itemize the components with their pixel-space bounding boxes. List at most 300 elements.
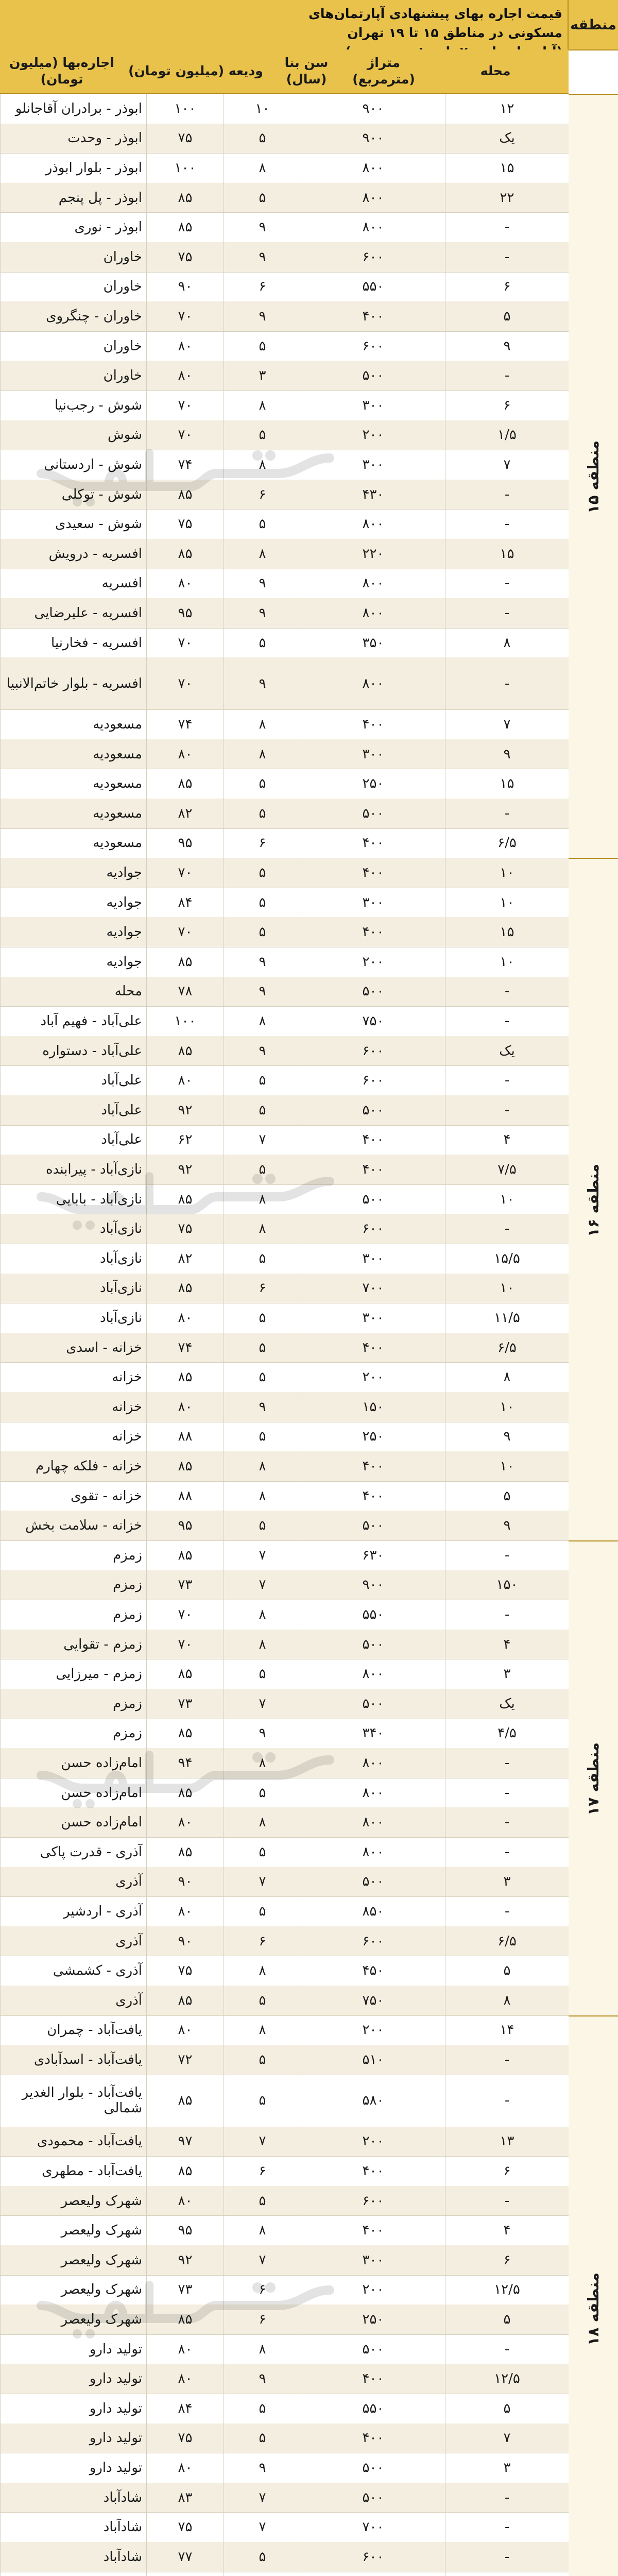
age-cell: ۹: [224, 212, 301, 242]
table-row: [0, 480, 569, 510]
deposit-cell: ۸۰۰: [301, 153, 445, 183]
deposit-cell: ۸۰۰: [301, 1748, 445, 1778]
location-cell: آذری: [0, 1986, 146, 2015]
table-row: [0, 1540, 569, 1571]
age-cell: ۹: [224, 301, 301, 331]
age-cell: ۵: [224, 1065, 301, 1095]
deposit-cell: ۸۰۰: [301, 1807, 445, 1837]
deposit-cell: [301, 2572, 445, 2576]
rent-cell: ۱۵: [445, 153, 569, 183]
table-row: [0, 1748, 569, 1778]
age-cell: ۵: [224, 1986, 301, 2015]
location-cell: خاوران - چنگروی: [0, 301, 146, 331]
deposit-cell: ۸۰۰: [301, 509, 445, 539]
area-cell: ۸۵: [146, 1986, 224, 2015]
deposit-cell: ۶۰۰: [301, 1926, 445, 1956]
location-cell: شوش - سعیدی: [0, 509, 146, 539]
location-cell: یافت‌آباد - محمودی: [0, 2127, 146, 2157]
area-cell: ۷۳: [146, 2275, 224, 2305]
deposit-cell: ۸۰۰: [301, 183, 445, 213]
age-cell: ۸: [224, 739, 301, 769]
page-title: قیمت اجاره بهای پیشنهادی آپارتمان‌های مسکونی در مناطق ۱۵ تا ۱۹ تهران: [308, 6, 562, 40]
deposit-cell: ۵۰۰: [301, 1867, 445, 1897]
area-cell: ۸۵: [146, 212, 224, 242]
deposit-cell: ۷۰۰: [301, 2512, 445, 2542]
rent-cell: ۱۰: [445, 858, 569, 888]
area-cell: ۸۰: [146, 1065, 224, 1095]
location-cell: ابوذر - پل پنجم: [0, 183, 146, 213]
table-row: [0, 301, 569, 332]
area-cell: ۷۴: [146, 1333, 224, 1363]
age-cell: ۷: [224, 2483, 301, 2513]
rent-cell: -: [445, 242, 569, 272]
area-cell: ۹۵: [146, 2215, 224, 2245]
area-cell: ۱۰۰: [146, 1006, 224, 1036]
deposit-cell: ۸۰۰: [301, 1837, 445, 1867]
rent-cell: ۶/۵: [445, 828, 569, 858]
column-header-area: متراژ (مترمربع): [345, 49, 422, 94]
deposit-cell: ۲۵۰: [301, 1422, 445, 1452]
table-row: [0, 628, 569, 658]
deposit-cell: ۸۰۰: [301, 569, 445, 599]
age-cell: ۵: [224, 1095, 301, 1125]
deposit-cell: ۵۰۰: [301, 977, 445, 1007]
rent-cell: ۲۲: [445, 183, 569, 213]
rent-cell: ۱۵: [445, 769, 569, 799]
area-cell: ۷۵: [146, 2424, 224, 2453]
deposit-cell: ۵۰۰: [301, 2453, 445, 2483]
area-cell: ۸۵: [146, 1274, 224, 1303]
rent-cell: [445, 2572, 569, 2576]
area-cell: ۸۰: [146, 2453, 224, 2483]
rent-cell: -: [445, 799, 569, 828]
table-row: [0, 1719, 569, 1749]
region-label: منطقه ۱۶: [584, 1163, 602, 1237]
table-row: [0, 977, 569, 1007]
rent-cell: -: [445, 212, 569, 242]
age-cell: ۷: [224, 1689, 301, 1719]
deposit-cell: ۳۰۰: [301, 391, 445, 420]
rent-cell: -: [445, 569, 569, 599]
deposit-cell: ۸۵۰: [301, 1896, 445, 1926]
rent-cell: ۹: [445, 1511, 569, 1540]
age-cell: ۱۰: [224, 94, 301, 124]
rent-cell: ۷: [445, 450, 569, 480]
location-cell: زمزم: [0, 1540, 146, 1570]
location-cell: مسعودیه: [0, 828, 146, 858]
table-row: [0, 153, 569, 183]
location-cell: شهرک ولیعصر: [0, 2304, 146, 2334]
deposit-cell: ۵۰۰: [301, 1095, 445, 1125]
age-cell: ۵: [224, 2394, 301, 2424]
region-cell: [569, 1540, 618, 2016]
table-row: [0, 2015, 569, 2046]
area-cell: ۸۵: [146, 1451, 224, 1481]
region-label: منطقه ۱۷: [584, 1742, 602, 1816]
rent-cell: ۸: [445, 1986, 569, 2015]
rent-cell: ۱۱/۵: [445, 1303, 569, 1333]
age-cell: ۵: [224, 1244, 301, 1274]
table-row: [0, 1956, 569, 1986]
area-cell: ۸۰: [146, 1896, 224, 1926]
table-row: [0, 1600, 569, 1630]
rent-cell: ۱۲: [445, 94, 569, 124]
area-cell: ۹۴: [146, 1748, 224, 1778]
rent-cell: ۴: [445, 1125, 569, 1155]
age-cell: ۵: [224, 1837, 301, 1867]
age-cell: ۶: [224, 2304, 301, 2334]
rent-cell: ۱۵: [445, 539, 569, 569]
rent-cell: ۶: [445, 272, 569, 302]
location-cell: شوش - رجب‌نیا: [0, 391, 146, 420]
age-cell: ۷: [224, 2512, 301, 2542]
table-row: [0, 1659, 569, 1689]
area-cell: ۸۵: [146, 1837, 224, 1867]
table-row: [0, 2156, 569, 2187]
area-cell: ۸۵: [146, 539, 224, 569]
location-cell: خزانه: [0, 1362, 146, 1392]
location-cell: آذری: [0, 1867, 146, 1897]
area-cell: ۸۸: [146, 1422, 224, 1452]
age-cell: ۸: [224, 1184, 301, 1214]
rent-cell: ۵: [445, 1956, 569, 1986]
age-cell: ۵: [224, 183, 301, 213]
deposit-cell: ۴۰۰: [301, 1125, 445, 1155]
table-row: [0, 769, 569, 799]
age-cell: ۸: [224, 391, 301, 420]
table-row: [0, 1333, 569, 1363]
rent-cell: ۵: [445, 1481, 569, 1511]
table-row: [0, 1244, 569, 1274]
table-row: [0, 1630, 569, 1660]
rent-cell: ۳: [445, 1867, 569, 1897]
table-row: [0, 1155, 569, 1185]
age-cell: ۵: [224, 1422, 301, 1452]
location-cell: خزانه - سلامت بخش: [0, 1511, 146, 1540]
rent-cell: -: [445, 977, 569, 1007]
table-row: [0, 2275, 569, 2306]
table-row: [0, 2334, 569, 2365]
table-row: [0, 1125, 569, 1156]
location-cell: امام‌زاده حسن: [0, 1748, 146, 1778]
area-cell: ۹۲: [146, 2245, 224, 2275]
age-cell: ۵: [224, 1778, 301, 1808]
rent-cell: -: [445, 1807, 569, 1837]
location-cell: خاوران: [0, 361, 146, 391]
deposit-cell: ۷۵۰: [301, 1006, 445, 1036]
location-cell: یافت‌آباد - مطهری: [0, 2156, 146, 2186]
table-row: [0, 739, 569, 770]
age-cell: ۵: [224, 1896, 301, 1926]
deposit-cell: ۵۰۰: [301, 1689, 445, 1719]
location-cell: زمزم: [0, 1600, 146, 1630]
age-cell: ۹: [224, 1719, 301, 1749]
region-cell: [569, 858, 618, 1541]
table-row: [0, 124, 569, 154]
age-cell: ۹: [224, 242, 301, 272]
table-row: [0, 947, 569, 977]
deposit-cell: ۶۰۰: [301, 1036, 445, 1066]
deposit-cell: ۴۰۰: [301, 2364, 445, 2394]
rent-cell: ۱۰: [445, 888, 569, 918]
table-row: [0, 569, 569, 599]
location-cell: افسریه - بلوار خاتم‌الانبیا: [0, 657, 146, 709]
deposit-cell: ۴۵۰: [301, 1956, 445, 1986]
rent-cell: ۹: [445, 739, 569, 769]
age-cell: ۸: [224, 539, 301, 569]
location-cell: جوادیه: [0, 858, 146, 888]
age-cell: ۸: [224, 2015, 301, 2045]
location-cell: خزانه: [0, 1392, 146, 1422]
area-cell: ۹۵: [146, 598, 224, 628]
area-cell: ۷۳: [146, 1570, 224, 1600]
table-header-bar: [0, 0, 618, 50]
deposit-cell: ۴۰۰: [301, 301, 445, 331]
rent-cell: ۳: [445, 2453, 569, 2483]
location-cell: شهرک ولیعصر: [0, 2245, 146, 2275]
location-cell: خزانه: [0, 1422, 146, 1452]
table-row: [0, 272, 569, 302]
deposit-cell: ۳۴۰: [301, 1719, 445, 1749]
area-cell: ۷۰: [146, 301, 224, 331]
age-cell: ۵: [224, 858, 301, 888]
table-row: [0, 2186, 569, 2216]
location-cell: شوش - اردستانی: [0, 450, 146, 480]
area-cell: ۱۰۰: [146, 153, 224, 183]
location-cell: [0, 2572, 146, 2576]
location-cell: شادآباد: [0, 2483, 146, 2513]
location-cell: آذری - کشمشی: [0, 1956, 146, 1986]
deposit-cell: ۴۰۰: [301, 2424, 445, 2453]
area-cell: ۸۵: [146, 2156, 224, 2186]
area-cell: ۷۰: [146, 858, 224, 888]
rent-cell: -: [445, 657, 569, 709]
area-cell: ۸۰: [146, 331, 224, 361]
rent-cell: ۸: [445, 1362, 569, 1392]
table-row: [0, 1184, 569, 1215]
area-cell: ۸۰: [146, 1392, 224, 1422]
location-cell: تولید دارو: [0, 2394, 146, 2424]
age-cell: ۵: [224, 1333, 301, 1363]
rent-cell: ۱۰: [445, 1184, 569, 1214]
area-cell: ۸۲: [146, 1244, 224, 1274]
age-cell: ۷: [224, 1570, 301, 1600]
table-row: [0, 2572, 569, 2576]
location-cell: آذری - اردشیر: [0, 1896, 146, 1926]
deposit-cell: ۵۵۰: [301, 1600, 445, 1630]
area-cell: ۹۲: [146, 1155, 224, 1184]
rent-cell: ۱۵: [445, 917, 569, 947]
deposit-cell: ۴۰۰: [301, 1481, 445, 1511]
deposit-cell: ۴۰۰: [301, 2156, 445, 2186]
age-cell: ۹: [224, 657, 301, 709]
location-cell: یافت‌آباد - چمران: [0, 2015, 146, 2045]
location-cell: علی‌آباد - فهیم آباد: [0, 1006, 146, 1036]
rent-cell: ۳: [445, 1659, 569, 1689]
location-cell: ابوذر - برادران آقاجانلو: [0, 94, 146, 124]
area-cell: ۷۰: [146, 628, 224, 658]
location-cell: تولید دارو: [0, 2424, 146, 2453]
area-cell: ۸۵: [146, 1362, 224, 1392]
table-row: [0, 1926, 569, 1957]
location-cell: جوادیه: [0, 888, 146, 918]
table-row: [0, 1778, 569, 1808]
rent-cell: ۱۰: [445, 1392, 569, 1422]
age-cell: ۵: [224, 2075, 301, 2127]
area-cell: ۹۰: [146, 1926, 224, 1956]
deposit-cell: ۴۰۰: [301, 1451, 445, 1481]
location-cell: زمزم - تقوایی: [0, 1630, 146, 1659]
location-cell: علی‌آباد: [0, 1095, 146, 1125]
age-cell: ۶: [224, 272, 301, 302]
area-cell: ۸۴: [146, 2394, 224, 2424]
rent-cell: -: [445, 2186, 569, 2216]
rent-cell: -: [445, 509, 569, 539]
table-row: [0, 509, 569, 539]
deposit-cell: ۵۰۰: [301, 361, 445, 391]
area-cell: ۸۵: [146, 183, 224, 213]
area-cell: ۸۰: [146, 1303, 224, 1333]
location-cell: شوش - توکلی: [0, 480, 146, 510]
table-row: [0, 888, 569, 918]
location-cell: شهرک ولیعصر: [0, 2215, 146, 2245]
age-cell: ۵: [224, 1362, 301, 1392]
table-row: [0, 858, 569, 888]
age-cell: ۸: [224, 2334, 301, 2364]
area-cell: ۷۰: [146, 1630, 224, 1659]
table-row: [0, 2453, 569, 2483]
rent-cell: ۶/۵: [445, 1926, 569, 1956]
deposit-cell: ۳۰۰: [301, 450, 445, 480]
column-header-region: منطقه: [568, 0, 618, 49]
deposit-cell: ۴۰۰: [301, 1333, 445, 1363]
location-cell: آذری - قدرت پاکی: [0, 1837, 146, 1867]
area-cell: ۸۵: [146, 947, 224, 977]
deposit-cell: ۶۰۰: [301, 242, 445, 272]
deposit-cell: ۴۰۰: [301, 828, 445, 858]
rent-cell: ۱۴: [445, 2015, 569, 2045]
area-cell: ۷۰: [146, 391, 224, 420]
location-cell: خزانه - فلکه چهارم: [0, 1451, 146, 1481]
deposit-cell: ۹۰۰: [301, 94, 445, 124]
table-row: [0, 598, 569, 629]
table-row: [0, 361, 569, 391]
rent-cell: یک: [445, 1036, 569, 1066]
age-cell: ۶: [224, 828, 301, 858]
location-cell: افسریه: [0, 569, 146, 599]
age-cell: ۸: [224, 1006, 301, 1036]
location-cell: شوش: [0, 420, 146, 450]
deposit-cell: ۶۰۰: [301, 331, 445, 361]
deposit-cell: ۵۰۰: [301, 1511, 445, 1540]
rent-cell: -: [445, 2512, 569, 2542]
age-cell: ۵: [224, 509, 301, 539]
rent-cell: -: [445, 598, 569, 628]
area-cell: ۸۵: [146, 1659, 224, 1689]
location-cell: ابوذر - نوری: [0, 212, 146, 242]
area-cell: ۸۰: [146, 1807, 224, 1837]
rent-cell: ۱۵/۵: [445, 1244, 569, 1274]
location-cell: خزانه - اسدی: [0, 1333, 146, 1363]
deposit-cell: ۵۵۰: [301, 272, 445, 302]
deposit-cell: ۶۰۰: [301, 2186, 445, 2216]
table-row: [0, 709, 569, 740]
region-label: منطقه ۱۵: [584, 440, 602, 514]
area-cell: ۸۵: [146, 480, 224, 510]
table-row: [0, 1570, 569, 1601]
area-cell: ۸۵: [146, 1540, 224, 1570]
area-cell: ۷۵: [146, 509, 224, 539]
age-cell: [224, 2572, 301, 2576]
deposit-cell: ۵۰۰: [301, 799, 445, 828]
table-row: [0, 2542, 569, 2572]
location-cell: شادآباد: [0, 2542, 146, 2572]
deposit-cell: ۵۵۰: [301, 2394, 445, 2424]
table-row: [0, 1986, 569, 2016]
area-cell: ۸۰: [146, 2186, 224, 2216]
rent-cell: ۴: [445, 2215, 569, 2245]
deposit-cell: ۲۰۰: [301, 2275, 445, 2305]
rent-cell: ۱۰: [445, 947, 569, 977]
deposit-cell: ۳۰۰: [301, 2245, 445, 2275]
area-cell: ۸۵: [146, 2304, 224, 2334]
deposit-cell: ۴۰۰: [301, 1155, 445, 1184]
rent-cell: ۴: [445, 1630, 569, 1659]
location-cell: افسریه - درویش: [0, 539, 146, 569]
age-cell: ۶: [224, 2275, 301, 2305]
location-cell: نازی‌آباد - بابایی: [0, 1184, 146, 1214]
rent-cell: -: [445, 2483, 569, 2513]
area-cell: ۷۵: [146, 1956, 224, 1986]
table-row: [0, 2512, 569, 2543]
table-row: [0, 1065, 569, 1096]
area-cell: ۷۴: [146, 709, 224, 739]
area-cell: ۹۵: [146, 828, 224, 858]
area-cell: ۷۰: [146, 1600, 224, 1630]
age-cell: ۸: [224, 1214, 301, 1244]
area-cell: ۹۲: [146, 1095, 224, 1125]
table-row: [0, 1392, 569, 1422]
deposit-cell: ۶۳۰: [301, 1540, 445, 1570]
deposit-cell: ۷۵۰: [301, 1986, 445, 2015]
age-cell: ۸: [224, 1748, 301, 1778]
rent-cell: ۹: [445, 331, 569, 361]
column-header-deposit: ودیعه (میلیون تومان): [123, 49, 268, 94]
deposit-cell: ۴۳۰: [301, 480, 445, 510]
area-cell: ۸۰: [146, 361, 224, 391]
area-cell: ۶۲: [146, 1125, 224, 1155]
table-row: [0, 2394, 569, 2424]
rent-cell: ۹: [445, 1422, 569, 1452]
area-cell: ۷۵: [146, 242, 224, 272]
rent-cell: -: [445, 1778, 569, 1808]
location-cell: مسعودیه: [0, 769, 146, 799]
location-cell: خاوران: [0, 242, 146, 272]
location-cell: خزانه - تقوی: [0, 1481, 146, 1511]
age-cell: ۵: [224, 628, 301, 658]
rent-cell: یک: [445, 1689, 569, 1719]
location-cell: یافت‌آباد - بلوار الغدیر شمالی: [0, 2075, 146, 2127]
location-cell: امام‌زاده حسن: [0, 1778, 146, 1808]
age-cell: ۸: [224, 1451, 301, 1481]
deposit-cell: ۱۵۰: [301, 1392, 445, 1422]
rent-cell: -: [445, 480, 569, 510]
deposit-cell: ۶۰۰: [301, 2542, 445, 2572]
table-row: [0, 657, 569, 710]
deposit-cell: ۵۰۰: [301, 1630, 445, 1659]
age-cell: ۷: [224, 2245, 301, 2275]
deposit-cell: ۳۰۰: [301, 1244, 445, 1274]
